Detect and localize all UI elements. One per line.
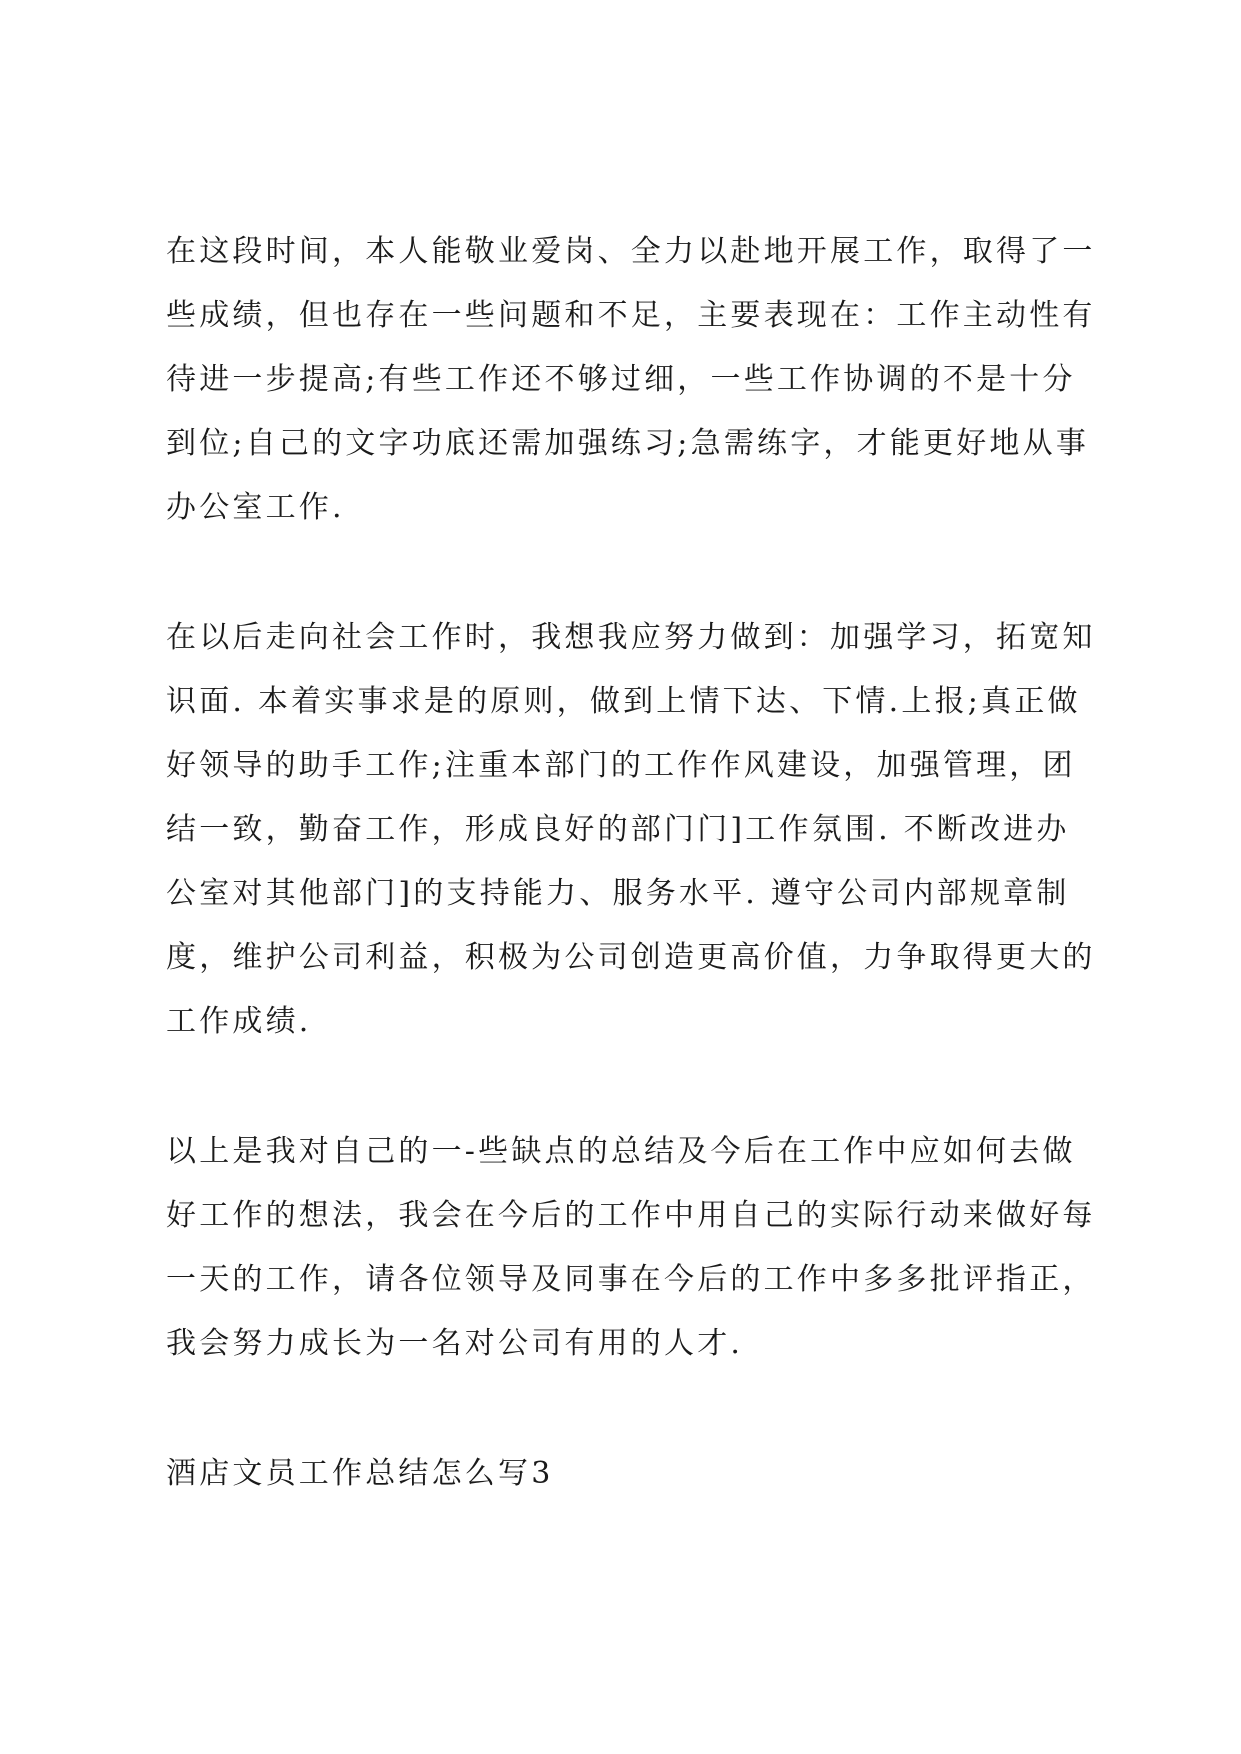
paragraph-3 xyxy=(166,1120,1096,1376)
paragraph-line: 我会努力成长为一名对公司有用的人才. xyxy=(166,1326,744,1361)
paragraph-line: 识面. 本着实事求是的原则，做到上情下达、下情.上报;真正做 xyxy=(166,684,1081,719)
paragraph-line: 工作成绩. xyxy=(166,1004,312,1039)
paragraph-line: 办公室工作. xyxy=(166,490,345,525)
paragraph-line: 在这段时间，本人能敬业爱岗、全力以赴地开展工作，取得了一 xyxy=(166,234,1096,269)
section-heading xyxy=(166,1442,1096,1506)
paragraph-line: 到位;自己的文字功底还需加强练习;急需练字，才能更好地从事 xyxy=(166,426,1090,461)
paragraph-line: 以上是我对自己的一-些缺点的总结及今后在工作中应如何去做 xyxy=(166,1134,1076,1169)
paragraph-2 xyxy=(166,606,1096,1054)
paragraph-line: 好领导的助手工作;注重本部门的工作作风建设，加强管理，团 xyxy=(166,748,1076,783)
paragraph-line: 待进一步提高;有些工作还不够过细，一些工作协调的不是十分 xyxy=(166,362,1076,397)
paragraph-line: 结一致，勤奋工作，形成良好的部门门]工作氛围. 不断改进办 xyxy=(166,812,1070,847)
paragraph-1 xyxy=(166,220,1096,540)
paragraph-line: 好工作的想法，我会在今后的工作中用自己的实际行动来做好每 xyxy=(166,1198,1096,1233)
paragraph-line: 一天的工作，请各位领导及同事在今后的工作中多多批评指正， xyxy=(166,1262,1096,1297)
paragraph-line: 在以后走向社会工作时，我想我应努力做到：加强学习，拓宽知 xyxy=(166,620,1096,655)
paragraph-line: 公室对其他部门]的支持能力、服务水平. 遵守公司内部规章制 xyxy=(166,876,1070,911)
paragraph-line: 度，维护公司利益，积极为公司创造更高价值，力争取得更大的 xyxy=(166,940,1096,975)
section-heading-text: 酒店文员工作总结怎么写3 xyxy=(166,1456,554,1491)
paragraph-line: 些成绩，但也存在一些问题和不足，主要表现在：工作主动性有 xyxy=(166,298,1096,333)
